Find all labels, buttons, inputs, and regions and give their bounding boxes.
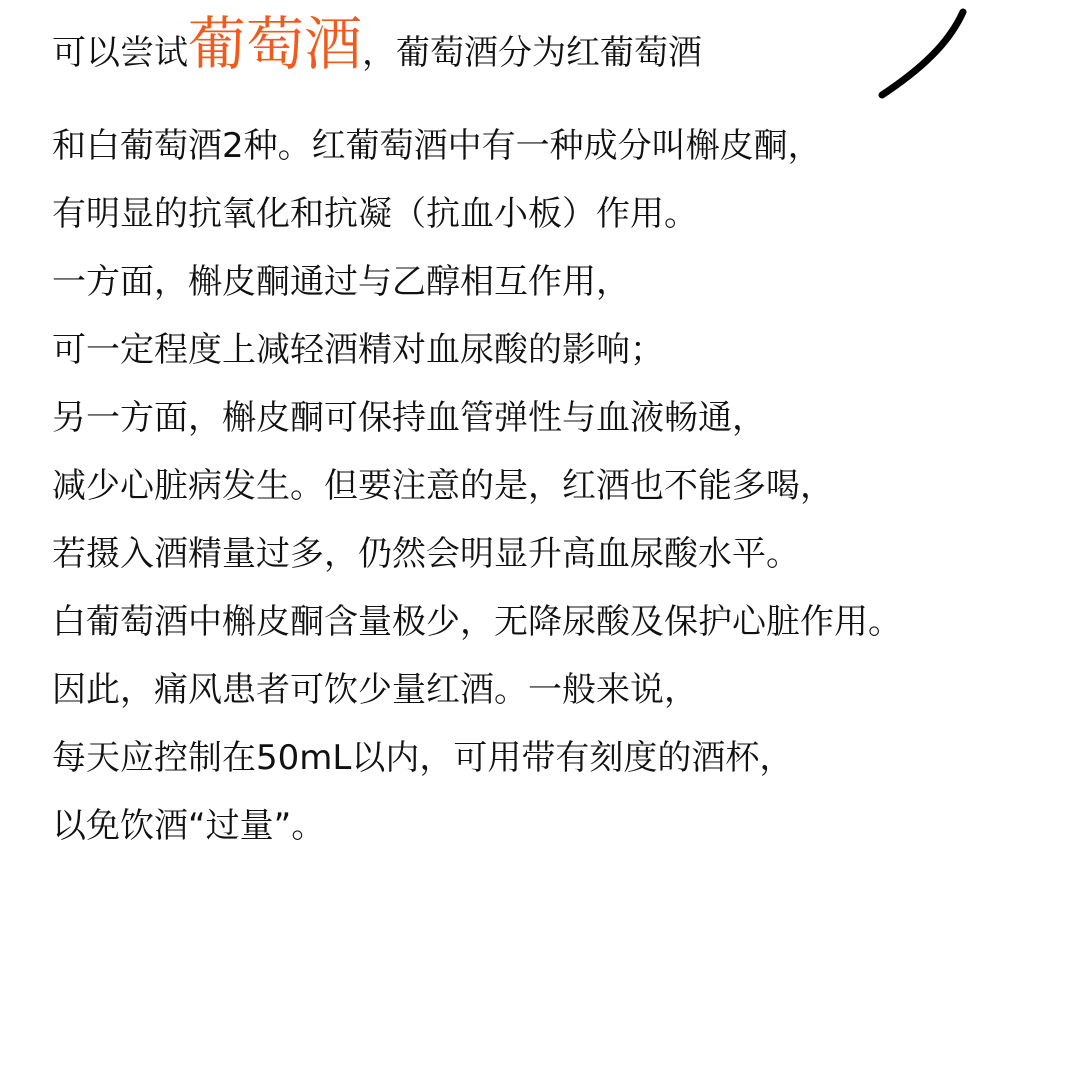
body-line: 减少心脏病发生。但要注意的是，红酒也不能多喝， [52,466,834,506]
headline-prefix: 可以尝试 [52,33,188,73]
headline-suffix: ，葡萄酒分为红葡萄酒 [362,33,703,73]
body-line: 另一方面，槲皮酮可保持血管弹性与血液畅通， [52,398,766,438]
headline-highlight: 葡萄酒 [188,10,363,78]
body-line: 因此，痛风患者可饮少量红酒。一般来说， [52,670,698,710]
body-line: 一方面，槲皮酮通过与乙醇相互作用， [52,262,630,302]
body-line: 白葡萄酒中槲皮酮含量极少，无降尿酸及保护心脏作用。 [52,602,902,642]
decorative-stroke-icon [870,0,980,110]
body-line: 每天应控制在50mL以内，可用带有刻度的酒杯， [52,738,794,778]
headline [52,4,702,84]
body-line: 以免饮酒“过量”。 [52,806,326,846]
body-line: 若摄入酒精量过多，仍然会明显升高血尿酸水平。 [52,534,800,574]
body-text [52,112,1072,860]
body-line: 有明显的抗氧化和抗凝（抗血小板）作用。 [52,194,698,234]
body-line: 可一定程度上减轻酒精对血尿酸的影响； [52,330,664,370]
body-line: 和白葡萄酒2种。红葡萄酒中有一种成分叫槲皮酮， [52,126,822,166]
